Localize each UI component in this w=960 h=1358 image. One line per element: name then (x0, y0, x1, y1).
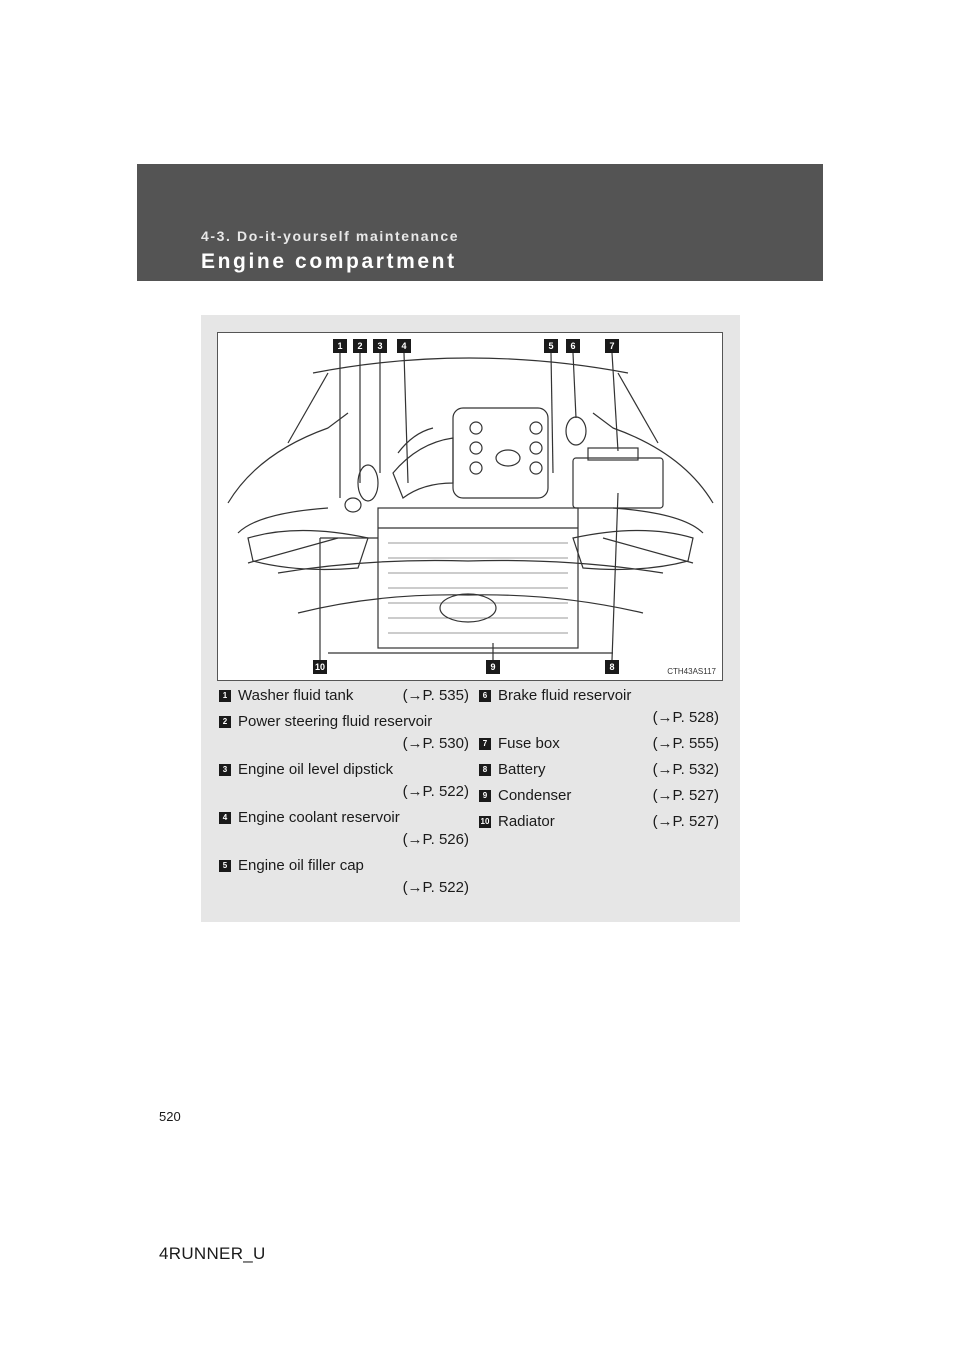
legend-number: 5 (219, 860, 231, 872)
legend-number: 4 (219, 812, 231, 824)
legend-item-engine-oil-level-dipstick (219, 759, 469, 803)
page-reference: (→P. 527) (652, 787, 719, 804)
chapter-header (137, 164, 823, 281)
legend-item-radiator (479, 811, 719, 833)
page-reference: (→P. 522) (402, 783, 469, 800)
page-title: Engine compartment (201, 250, 457, 273)
page-reference: (→P. 532) (652, 761, 719, 778)
legend-number: 9 (479, 790, 491, 802)
legend-label: Engine coolant reservoir (238, 809, 400, 826)
callout-6: 6 (566, 339, 580, 353)
legend-number: 10 (480, 817, 490, 826)
footer-model-code: 4RUNNER_U (159, 1244, 266, 1263)
legend-item-engine-coolant-reservoir (219, 807, 469, 851)
legend-number: 3 (219, 764, 231, 776)
legend-number: 6 (479, 690, 491, 702)
legend-number: 2 (219, 716, 231, 728)
page-reference: (→P. 530) (402, 735, 469, 752)
page-number: 520 (159, 1109, 181, 1124)
figure-code: CTH43AS117 (667, 667, 716, 676)
page-reference: (→P. 555) (652, 735, 719, 752)
callout-1: 1 (333, 339, 347, 353)
legend-number: 7 (479, 738, 491, 750)
legend-left-column (219, 685, 469, 903)
callout-8: 8 (605, 660, 619, 674)
callout-7: 7 (605, 339, 619, 353)
legend-label: Fuse box (498, 735, 560, 752)
legend-item-fuse-box (479, 733, 719, 755)
legend-label: Power steering fluid reservoir (238, 713, 433, 730)
legend-item-brake-fluid-reservoir (479, 685, 719, 729)
page-reference: (→P. 528) (652, 709, 719, 726)
callout-3: 3 (373, 339, 387, 353)
legend-item-battery (479, 759, 719, 781)
legend-item-condenser (479, 785, 719, 807)
legend-number: 1 (219, 690, 231, 702)
page-reference: (→P. 522) (402, 879, 469, 896)
engine-line-drawing (218, 333, 722, 680)
engine-compartment-illustration (217, 332, 723, 681)
legend-item-engine-oil-filler-cap (219, 855, 469, 899)
callout-10: 10 (314, 662, 325, 672)
legend-label: Washer fluid tank (238, 687, 354, 704)
legend-label: Battery (498, 761, 546, 778)
legend-label: Brake fluid reservoir (498, 687, 632, 704)
section-label: 4-3. Do-it-yourself maintenance (201, 228, 460, 244)
legend-label: Engine oil filler cap (238, 857, 364, 874)
callout-4: 4 (397, 339, 411, 353)
page-reference: (→P. 526) (402, 831, 469, 848)
legend-item-washer-fluid-tank (219, 685, 469, 707)
callout-5: 5 (544, 339, 558, 353)
callout-2: 2 (353, 339, 367, 353)
legend-label: Condenser (498, 787, 572, 804)
figure-panel (201, 315, 740, 922)
page-reference: (→P. 535) (402, 687, 469, 704)
callout-9: 9 (486, 660, 500, 674)
legend-item-power-steering-fluid-reservoir (219, 711, 469, 755)
legend-right-column (479, 685, 719, 837)
page-reference: (→P. 527) (652, 813, 719, 830)
legend-number: 8 (479, 764, 491, 776)
legend-label: Engine oil level dipstick (238, 761, 394, 778)
legend-label: Radiator (498, 813, 555, 830)
